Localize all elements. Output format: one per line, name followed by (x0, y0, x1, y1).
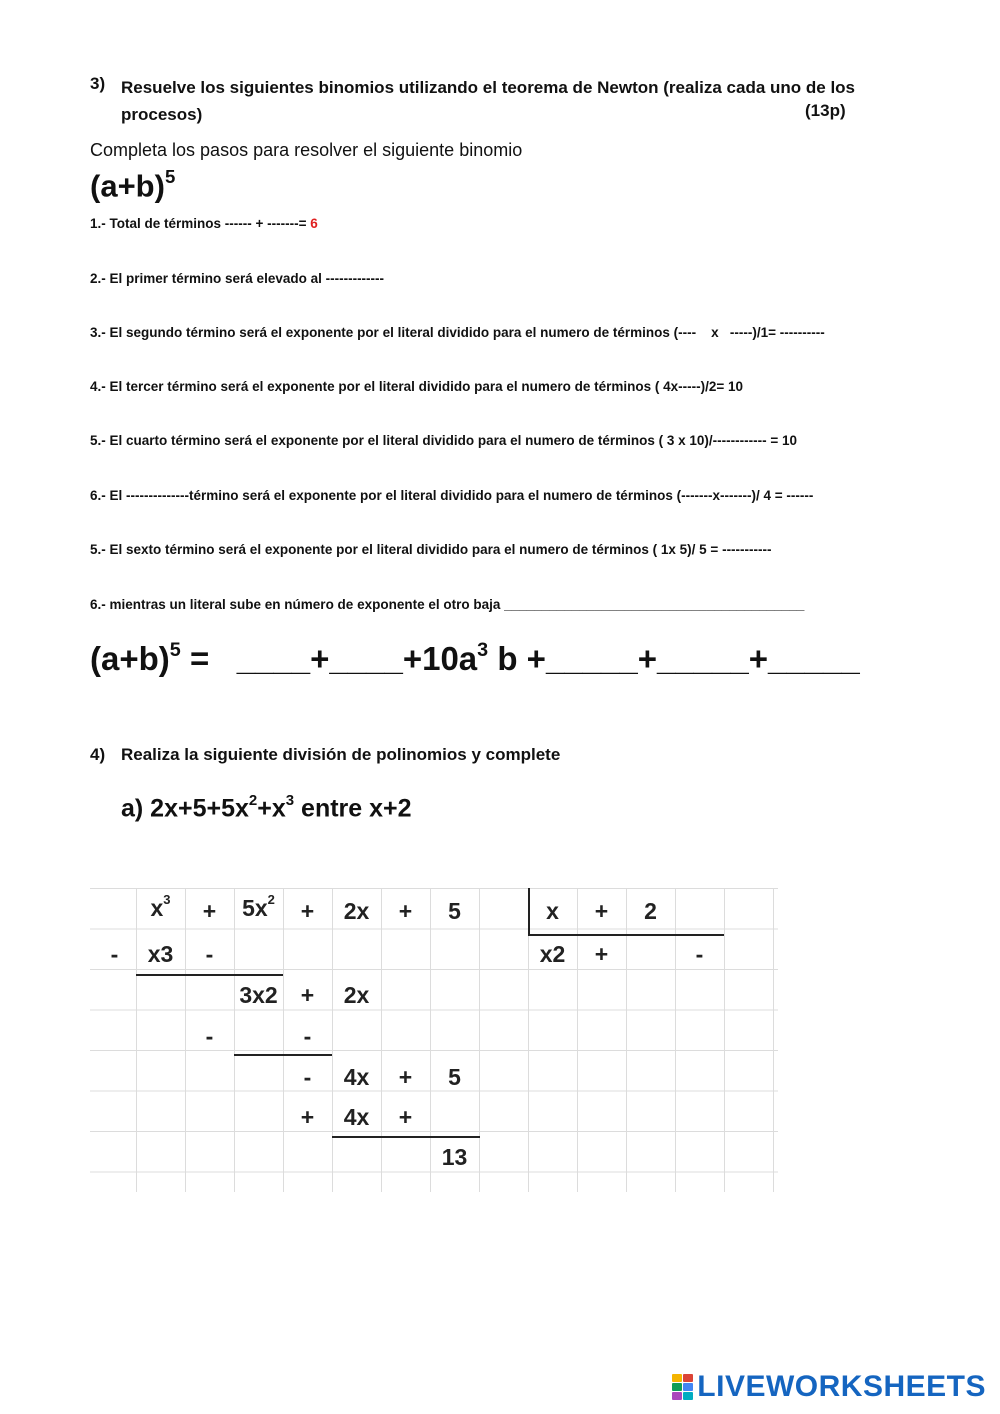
step-5: 5.- El cuarto término será el exponente por el literal dividido para el numero de términos ( 3 x 10)/------------ = 10 (90, 433, 798, 448)
liveworksheets-logo (672, 1370, 986, 1404)
binomial-title (90, 168, 175, 204)
quotient-x2[interactable]: x2 (539, 941, 566, 967)
question-4a (121, 794, 412, 823)
quotient-plus: + (594, 941, 609, 967)
step-4: 4.- El tercer término será el exponente por el literal dividido para el numero de términos ( 4x-----)/2= 10 (90, 379, 744, 394)
instructions: Completa los pasos para resolver el siguiente binomio (90, 140, 523, 160)
step-1 (90, 216, 318, 231)
row6-plus: + (300, 1104, 315, 1130)
logo-text: LIVEWORKSHEETS (697, 1370, 986, 1403)
row6-plus-2: + (398, 1104, 413, 1130)
row5-plus: + (398, 1064, 413, 1090)
equation-terms-1: = ____+____+10a (180, 640, 478, 677)
dividend-plus-1: + (202, 898, 217, 924)
remainder-13[interactable]: 13 (441, 1144, 468, 1170)
divisor-horizontal-line (528, 934, 724, 936)
step-8: 6.- mientras un literal sube en número de exponente el otro baja ________________________________________ (90, 597, 805, 612)
divisor-2: 2 (644, 898, 657, 924)
q4a-exp2: 3 (285, 792, 295, 809)
row3-plus: + (300, 982, 315, 1008)
row4-minus-1: - (205, 1023, 214, 1049)
step-7: 5.- El sexto término será el exponente por el literal dividido para el numero de términos ( 1x 5)/ 5 = ----------- (90, 542, 772, 557)
row3-2x[interactable]: 2x (343, 982, 370, 1008)
subtraction-line-3 (332, 1136, 480, 1138)
step-3: 3.- El segundo término será el exponente por el literal dividido para el numero de términos (---- x -----)/1= ---------- (90, 325, 825, 340)
subtraction-line-2 (234, 1054, 332, 1056)
row3-3x2[interactable]: 3x2 (239, 982, 278, 1008)
divisor-plus: + (594, 898, 609, 924)
q4a-part1: a) 2x+5+5x (121, 794, 249, 823)
question-4-text: Realiza la siguiente división de polinomios y complete (121, 745, 561, 764)
row4-minus-2: - (303, 1023, 312, 1049)
dividend-5x2: $5x^2$ (242, 892, 275, 921)
equation-lhs-exponent: 5 (169, 639, 181, 661)
equation-term-exponent: 3 (477, 639, 489, 661)
dividend-2x: 2x (343, 898, 370, 924)
division-grid (90, 888, 778, 1192)
row6-4x[interactable]: 4x (343, 1104, 370, 1130)
step-1-answer[interactable]: 6 (310, 216, 318, 231)
dividend-plus-3: + (398, 898, 413, 924)
dividend-x3: $x^3$ (150, 892, 171, 921)
question-3-points: (13p) (805, 101, 846, 120)
equation-lhs: (a+b) (90, 640, 170, 677)
dividend-5: 5 (448, 898, 461, 924)
q4a-part2: +x (257, 794, 286, 823)
row5-5[interactable]: 5 (448, 1064, 461, 1090)
divisor-x: x (546, 898, 559, 924)
logo-mark-icon (672, 1374, 693, 1400)
equation-terms-2: b +_____+_____+_____ (488, 640, 860, 677)
step-6: 6.- El --------------término será el exponente por el literal dividido para el numero de términos (-------x-------)/ 4 = ------ (90, 488, 814, 503)
binomial-equation (90, 640, 860, 678)
step-2: 2.- El primer término será elevado al ------------- (90, 271, 385, 286)
row2-x3[interactable]: x3 (147, 941, 174, 967)
binomial-exponent: 5 (164, 166, 176, 187)
question-3-text: Resuelve los siguientes binomios utilizando el teorema de Newton (realiza cada uno de los procesos) (121, 78, 856, 124)
question-4-number: 4) (90, 745, 106, 764)
q4a-exp1: 2 (248, 792, 258, 809)
divisor-vertical-line (528, 888, 530, 936)
step-1-text: 1.- Total de términos ------ + -------= (90, 216, 311, 231)
binomial-base: (a+b) (90, 168, 165, 204)
q4a-part3: entre x+2 (294, 794, 412, 823)
row2-minus-2: - (205, 941, 214, 967)
dividend-plus-2: + (300, 898, 315, 924)
quotient-minus: - (695, 941, 704, 967)
row5-4x[interactable]: 4x (343, 1064, 370, 1090)
question-3-number: 3) (90, 74, 106, 93)
subtraction-line-1 (136, 974, 283, 976)
row5-minus: - (303, 1064, 312, 1090)
row2-minus: - (110, 941, 119, 967)
